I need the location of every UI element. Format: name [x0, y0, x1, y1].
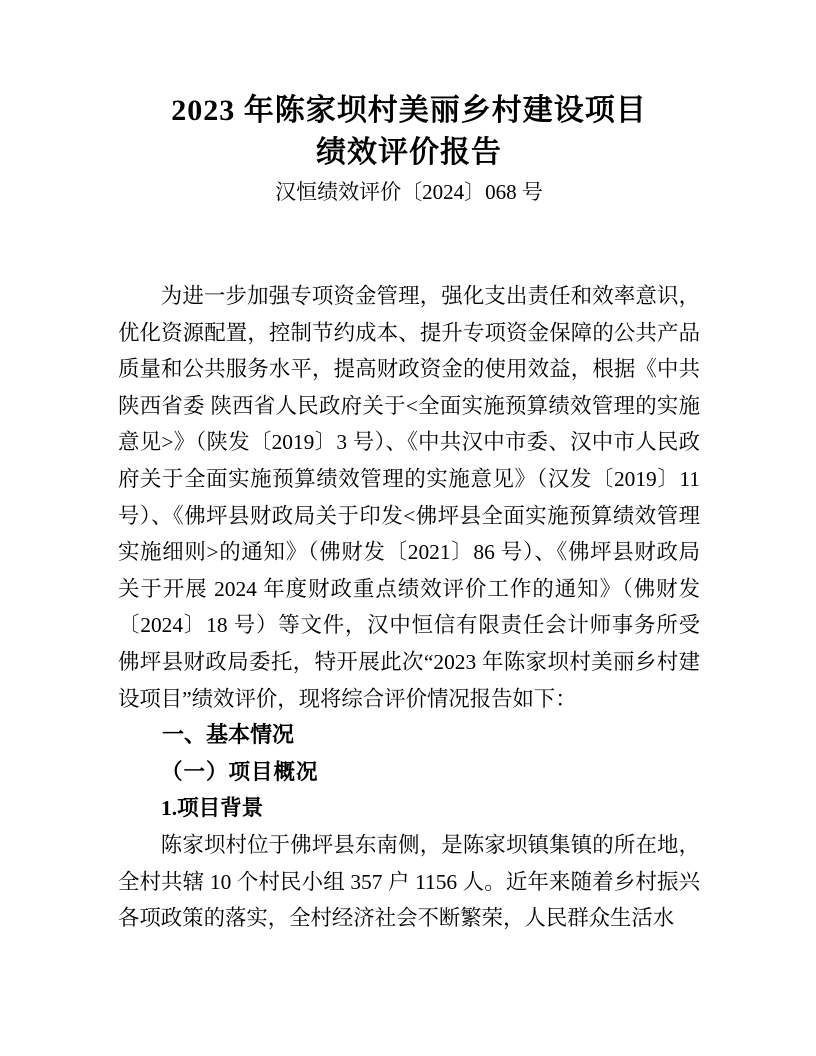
body-block	[118, 278, 700, 937]
heading-project-background: 1.项目背景	[161, 796, 264, 821]
document-title-line1: 2023 年陈家坝村美丽乡村建设项目	[171, 94, 647, 127]
document-title-line2: 绩效评价报告	[316, 136, 502, 169]
heading-basic-situation: 一、基本情况	[162, 722, 295, 748]
title-block	[118, 0, 700, 207]
document-number: 汉恒绩效评价〔2024〕068 号	[275, 180, 543, 204]
heading-project-overview: （一）项目概况	[161, 759, 319, 784]
paragraph-background: 陈家坝村位于佛坪县东南侧，是陈家坝镇集镇的所在地，全村共辖 10 个村民小组 357 户 1156 人。近年来随着乡村振兴各项政策的落实，全村经济社会不断繁荣，人民群众生活水	[118, 832, 700, 931]
paragraph-intro: 为进一步加强专项资金管理，强化支出责任和效率意识，优化资源配置，控制节约成本、提升专项资金保障的公共产品质量和公共服务水平，提高财政资金的使用效益，根据《中共陕西省委 陕西省人民政府关于<全面实施预算绩效管理的实施意见>》（陕发〔2019〕3 号）、《中共汉中市委、汉中市人民政府关于全面实施预算绩效管理的实施意见》（汉发〔2019〕11 号）、《佛坪县财政局关于印发<佛坪县全面实施预算绩效管理实施细则>的通知》（佛财发〔2021〕86 号）、《佛坪县财政局关于开展 2024 年度财政重点绩效评价工作的通知》（佛财发〔2024〕18 号）等文件，汉中恒信有限责任会计师事务所受佛坪县财政局委托，特开展此次“2023 年陈家坝村美丽乡村建设项目”绩效评价，现将综合评价情况报告如下：	[118, 284, 700, 711]
